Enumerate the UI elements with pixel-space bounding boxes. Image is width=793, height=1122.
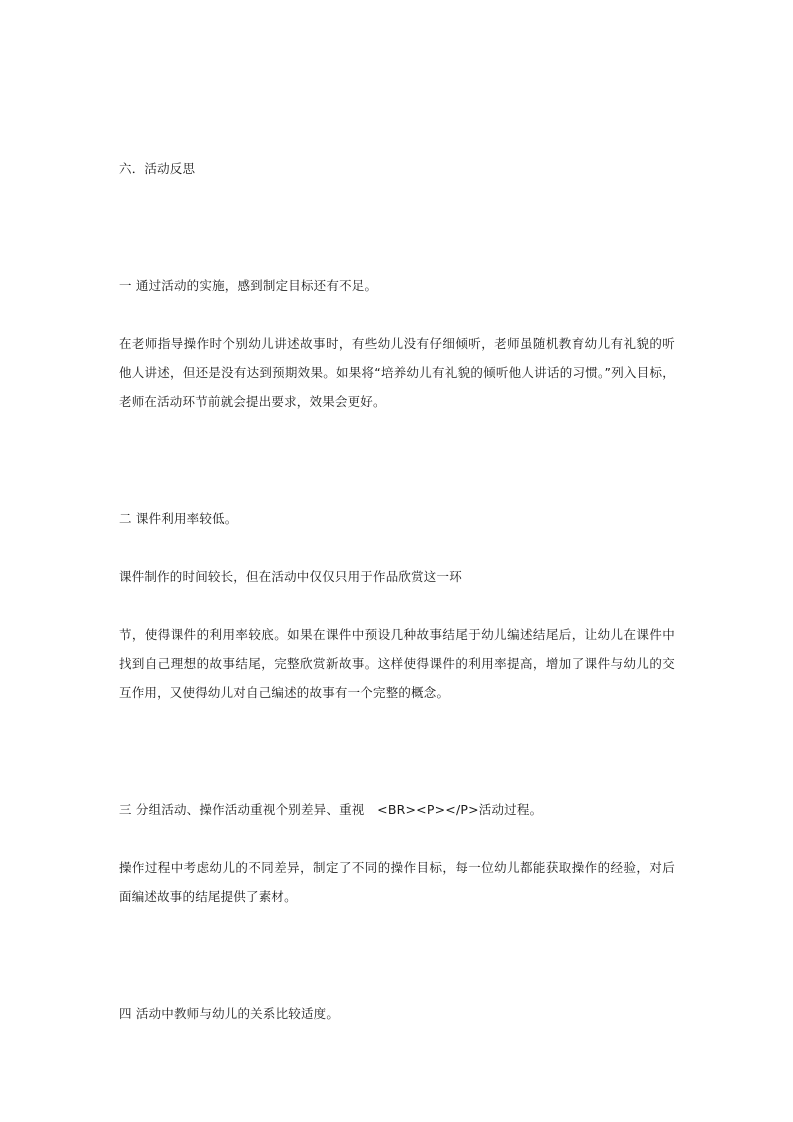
point-3-body: 操作过程中考虑幼儿的不同差异，制定了不同的操作目标，每一位幼儿都能获取操作的经验，对后面编述故事的结尾提供了素材。 (119, 860, 675, 904)
point-1-body: 在老师指导操作时个别幼儿讲述故事时，有些幼儿没有仔细倾听，老师虽随机教育幼儿有礼貌的听他人讲述，但还是没有达到预期效果。如果将“培养幼儿有礼貌的倾听他人讲话的习惯。”列入目标，老师在活动环节前就会提出要求，效果会更好。 (119, 336, 675, 409)
point-3-heading: 三 分组活动、操作活动重视个别差异、重视 <BR><P></P>活动过程。 (119, 802, 543, 817)
section-title: 六．活动反思 (119, 161, 196, 176)
point-4-heading: 四 活动中教师与幼儿的关系比较适度。 (119, 1006, 340, 1021)
point-2-intro-line: 课件制作的时间较长，但在活动中仅仅只用于作品欣赏这一环 (119, 569, 462, 584)
point-2-body: 节，使得课件的利用率较底。如果在课件中预设几种故事结尾于幼儿编述结尾后，让幼儿在课件中找到自己理想的故事结尾，完整欣赏新故事。这样使得课件的利用率提高，增加了课件与幼儿的交互作用，又使得幼儿对自己编述的故事有一个完整的概念。 (119, 627, 675, 700)
point-1-heading: 一 通过活动的实施，感到制定目标还有不足。 (119, 278, 378, 293)
point-2-heading: 二 课件利用率较低。 (119, 511, 238, 526)
